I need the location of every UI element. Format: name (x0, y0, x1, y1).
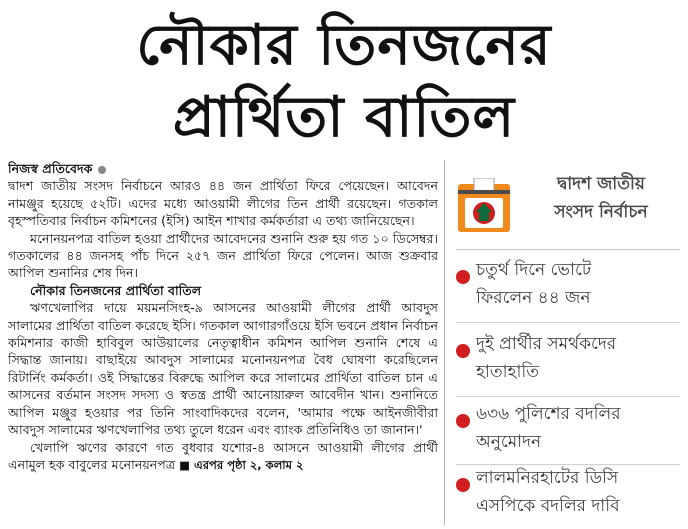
subheading: নৌকার তিনজনের প্রার্থিতা বাতিল (30, 282, 202, 298)
sidebar-news-item[interactable] (452, 464, 684, 528)
sidebar-title (518, 170, 684, 226)
news-item-line-1: দুই প্রার্থীর সমর্থকদের (476, 334, 617, 354)
headline (0, 10, 688, 154)
continued-jump: ■ এরপর পৃষ্ঠা ২, কলাম ২ (179, 457, 304, 472)
sidebar-header (452, 160, 684, 246)
bullet-icon (98, 166, 106, 174)
paragraph-1: দ্বাদশ জাতীয় সংসদ নির্বাচনে আরও ৪৪ জন প্রার্থিতা ফিরে পেয়েছেন। আবেদন নামঞ্জুর হয়েছে ৫২টি। এদের মধ্যে আওয়ামী লীগের তিন প্রার্থী রয়েছেন। গতকাল বৃহস্পতিবার নির্বাচন কমিশনের (ইসি) আইন শাখার কর্মকর্তারা এ তথ্য জানিয়েছেন। (8, 178, 438, 229)
news-item-line-2: হাতাহাতি (476, 362, 540, 382)
sidebar-news-item[interactable] (452, 330, 684, 394)
item-separator (456, 396, 680, 397)
byline: নিজস্ব প্রতিবেদক (8, 161, 93, 176)
news-item-line-2: ফিরলেন ৪৪ জন (476, 288, 591, 308)
news-item-line-2: এসপিকে বদলির দাবি (476, 496, 620, 516)
news-item-line-1: চতুর্থ দিনে ভোটে (476, 260, 592, 280)
headline-line-1: নৌকার তিনজনের (136, 13, 552, 78)
news-item-line-1: ৬৩৬ পুলিশের বদলির (476, 404, 621, 424)
paragraph-4: খেলাপি ঋণের কারণে গত বুধবার যশোর-৪ আসনে আওয়ামী লীগের প্রার্থী এনামুল হক বাবুলের মনোনয়নপত্র (8, 439, 438, 472)
headline-line-2: প্রার্থিতা বাতিল (172, 85, 516, 150)
sidebar-title-line-1: দ্বাদশ জাতীয় (557, 174, 645, 194)
news-item-line-1: লালমনিরহাটের ডিসি (476, 468, 619, 488)
red-bullet-icon (456, 344, 470, 358)
sidebar (452, 160, 684, 525)
item-separator (456, 322, 680, 323)
column-divider (444, 160, 445, 525)
red-bullet-icon (456, 478, 470, 492)
red-bullet-icon (456, 414, 470, 428)
paragraph-3: ঋণখেলাপির দায়ে ময়মনসিংহ-৯ আসনের আওয়ামী লীগের প্রার্থী আবদুস সালামের প্রার্থিতা বাতিল করেছে ইসি। গতকাল আগারগাঁওয়ে ইসি ভবনে প্রধান নির্বাচন কমিশনার কাজী হাবিবুল আউয়ালের নেতৃত্বাধীন কমিশন আপিল শুনানি শেষে এ সিদ্ধান্ত জানায়। বাছাইয়ে আবদুস সালামের মনোনয়নপত্র বৈধ ঘোষণা করেছিলেন রিটার্নিং কর্মকর্তা। ওই সিদ্ধান্তের বিরুদ্ধে আপিল করে সালামের প্রার্থিতা বাতিল চান এ আসনের বর্তমান সংসদ সদস্য ও স্বতন্ত্র প্রার্থী আনোয়ারুল আবেদীন খান। শুনানিতে আপিল মঞ্জুর হওয়ার পর তিনি সাংবাদিকদের বলেন, 'আমার পক্ষে আইনজীবীরা আবদুস সালামের ঋণখেলাপির তথ্য তুলে ধরেন এবং ব্যাংক প্রতিনিধিও তা জানান।' (8, 300, 438, 438)
sidebar-rule (456, 249, 680, 250)
sidebar-title-line-2: সংসদ নির্বাচন (554, 202, 648, 222)
red-bullet-icon (456, 270, 470, 284)
sidebar-news-item[interactable] (452, 400, 684, 464)
article-body (8, 160, 438, 522)
news-item-line-2: অনুমোদন (476, 432, 542, 452)
sidebar-news-item[interactable] (452, 256, 684, 320)
election-ballot-box-icon (456, 178, 512, 234)
paragraph-2: মনোনয়নপত্র বাতিল হওয়া প্রার্থীদের আবেদনের শুনানি শুরু হয় গত ১০ ডিসেম্বর। গতকালের ৪৪ জনসহ পাঁচ দিনে ২৫৭ জন প্রার্থিতা ফিরে পেলেন। আজ শুক্রবার আপিল শুনানির শেষ দিন। (8, 230, 438, 281)
